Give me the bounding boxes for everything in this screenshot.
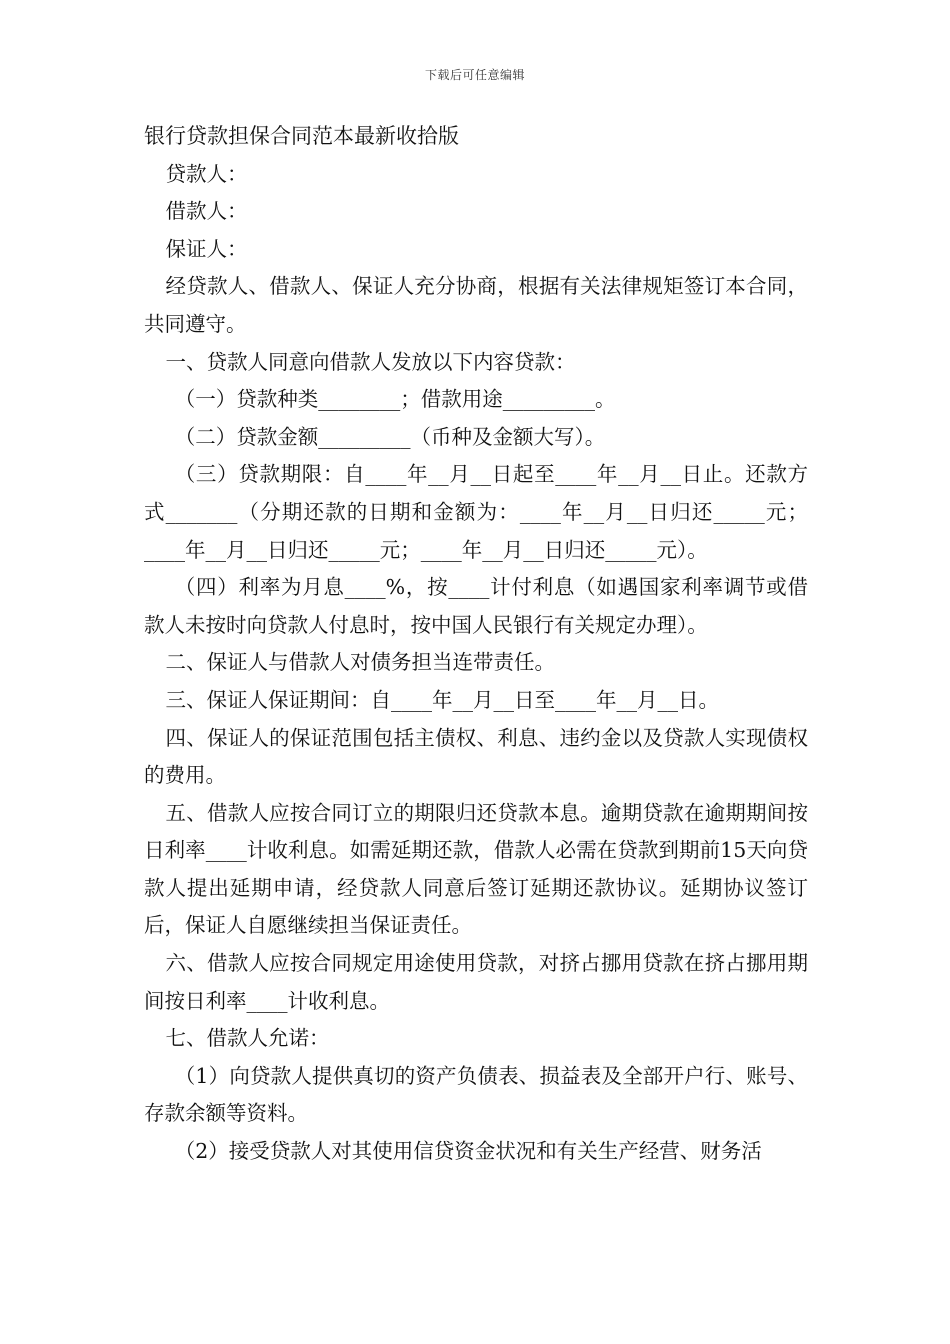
preamble-paragraph: 经贷款人、借款人、保证人充分协商，根据有关法律规矩签订本合同，共同遵守。 <box>144 274 808 336</box>
page-header-note: 下载后可任意编辑 <box>424 68 525 82</box>
field-lender: 贷款人： <box>165 161 248 186</box>
field-borrower: 借款人： <box>165 199 248 224</box>
clause-1-item-4: （四）利率为月息____%，按____计付利息（如遇国家利率调节或借款人未按时向贷款人付息时，按中国人民银行有关规定办理）。 <box>144 575 808 637</box>
clause-6: 六、借款人应按合同规定用途使用贷款，对挤占挪用贷款在挤占挪用期间按日利率____计收利息。 <box>144 951 808 1013</box>
clause-1-item-2: （二）贷款金额_________（币种及金额大写）。 <box>174 424 606 449</box>
document-body <box>144 118 808 1171</box>
clause-1: 一、贷款人同意向借款人发放以下内容贷款： <box>165 349 576 374</box>
clause-7-item-1: （1）向贷款人提供真切的资产负债表、损益表及全部开户行、账号、存款余额等资料。 <box>144 1063 808 1126</box>
clause-3: 三、保证人保证期间：自____年__月__日至____年__月__日。 <box>165 687 720 712</box>
clause-7-item-2: （2）接受贷款人对其使用信贷资金状况和有关生产经营、财务活 <box>174 1139 762 1164</box>
document-title: 银行贷款担保合同范本最新收拾版 <box>144 124 459 148</box>
clause-4: 四、保证人的保证范围包括主债权、利息、违约金以及贷款人实现债权的费用。 <box>144 725 808 788</box>
clause-2: 二、保证人与借款人对债务担当连带责任。 <box>165 650 556 675</box>
clause-7: 七、借款人允诺： <box>165 1026 330 1051</box>
clause-1-item-3: （三）贷款期限：自____年__月__日起至____年__月__日止。还款方式_______（分期还款的日期和金额为：____年__月__日归还_____元；____年__月__日归还_____元；____年__月__日归还_____元）。 <box>144 462 808 562</box>
field-guarantor: 保证人： <box>165 236 248 261</box>
clause-5: 五、借款人应按合同订立的期限归还贷款本息。逾期贷款在逾期期间按日利率____计收利息。如需延期还款，借款人必需在贷款到期前15天向贷款人提出延期申请，经贷款人同意后签订延期还款协议。延期协议签订后，保证人自愿继续担当保证责任。 <box>144 800 808 938</box>
clause-1-item-1: （一）贷款种类________；借款用途_________。 <box>174 387 616 412</box>
